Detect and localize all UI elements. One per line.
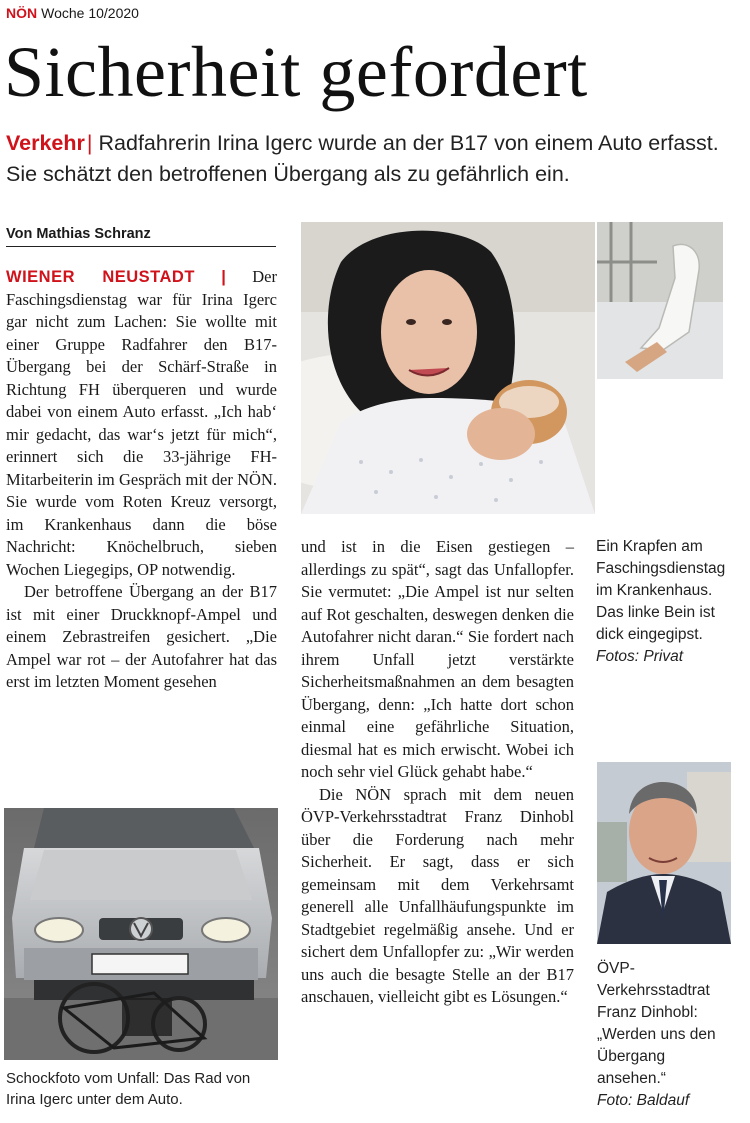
article-column-1 xyxy=(6,266,277,694)
portrait-photo-credit: Foto: Baldauf xyxy=(597,1092,690,1109)
issue-label: Woche 10/2020 xyxy=(41,5,139,21)
car-illustration xyxy=(4,808,278,1060)
dateline-separator: | xyxy=(221,268,226,286)
portrait-illustration xyxy=(597,762,731,944)
hospital-photo xyxy=(301,222,595,514)
accident-caption: Schockfoto vom Unfall: Das Rad von Irina Igerc unter dem Auto. xyxy=(6,1070,251,1108)
article-paragraph-2-continued: und ist in die Eisen gestiegen – allerdings zu spät“, sagt das Unfallopfer. Sie vermutet: „Die Ampel ist nur selten auf Rot geschalten, deswegen denken die Autofahrer nicht daran.“ Sie fordert nach ihrem Unfall jetzt verstärkte Sicherheitsmaßnahmen an dem besagten Übergang, denn: „Ich hatte dort schon einmal eine gefährliche Situation, diesmal hat es mich erwischt. Wobei ich noch sehr viel Glück gehabt habe.“ xyxy=(301,537,574,781)
article-column-2 xyxy=(301,536,574,1009)
hospital-caption-text: Ein Krapfen am Faschingsdienstag im Krankenhaus. Das linke Bein ist dick eingegipst. xyxy=(596,538,726,643)
article-paragraph-1 xyxy=(6,266,277,581)
cast-illustration xyxy=(597,222,723,379)
kicker-separator: | xyxy=(86,131,93,155)
cast-photo xyxy=(597,222,723,379)
hospital-photo-credit: Fotos: Privat xyxy=(596,648,683,665)
article-paragraph-3: Die NÖN sprach mit dem neuen ÖVP-Verkehrsstadtrat Franz Dinhobl über die Forderung nach mehr Sicherheit. Er sagt, dass er sich gemeinsam mit dem Verkehrsamt generell alle Unfallhäufungspunkte im Stadtgebiet regelmäßig ansehe. Und er sichert dem Unfallopfer zu: „Wir werden uns auch die besagte Stelle an der B17 anschauen, vielleicht gibt es Lösungen.“ xyxy=(301,784,574,1006)
portrait-photo xyxy=(597,762,731,944)
kicker: Verkehr xyxy=(6,131,85,155)
masthead xyxy=(6,5,139,21)
brand-logo: NÖN xyxy=(6,5,38,21)
byline: Von Mathias Schranz xyxy=(6,226,276,247)
headline: Sicherheit gefordert xyxy=(4,32,588,112)
article-paragraph-2: Der betroffene Übergang an der B17 ist mit einer Druckknopf-Ampel und einem Zebrastreifen gesichert. „Die Ampel war rot – der Autofahrer hat das erst im letzten Moment gesehen xyxy=(6,582,277,691)
accident-photo xyxy=(4,808,278,1060)
standfirst-text: Radfahrerin Irina Igerc wurde an der B17 von einem Auto erfasst. Sie schätzt den betroffenen Übergang als zu gefährlich ein. xyxy=(6,131,719,186)
standfirst xyxy=(6,128,746,190)
hospital-illustration xyxy=(301,222,595,514)
paragraph-1-text: Der Faschingsdienstag war für Irina Igerc gar nicht zum Lachen: Sie wollte mit einer Gruppe Radfahrer den B17-Übergang bei der Schärf-Straße in Richtung FH überqueren und wurde dabei von einem Auto erfasst. „Ich hab‘ mir gedacht, das war‘s jetzt für mich“, erinnert sich die 33-jährige FH-Mitarbeiterin im Gespräch mit der NÖN. Sie wurde vom Roten Kreuz versorgt, im Krankenhaus dann die böse Nachricht: Knöchelbruch, sieben Wochen Liegegips, OP notwendig. xyxy=(6,267,277,579)
dateline: WIENER NEUSTADT xyxy=(6,268,195,286)
portrait-caption-text: ÖVP-Verkehrsstadtrat Franz Dinhobl: „Werden uns den Übergang ansehen.“ xyxy=(597,960,716,1087)
hospital-caption xyxy=(596,536,726,668)
portrait-caption xyxy=(597,958,725,1112)
